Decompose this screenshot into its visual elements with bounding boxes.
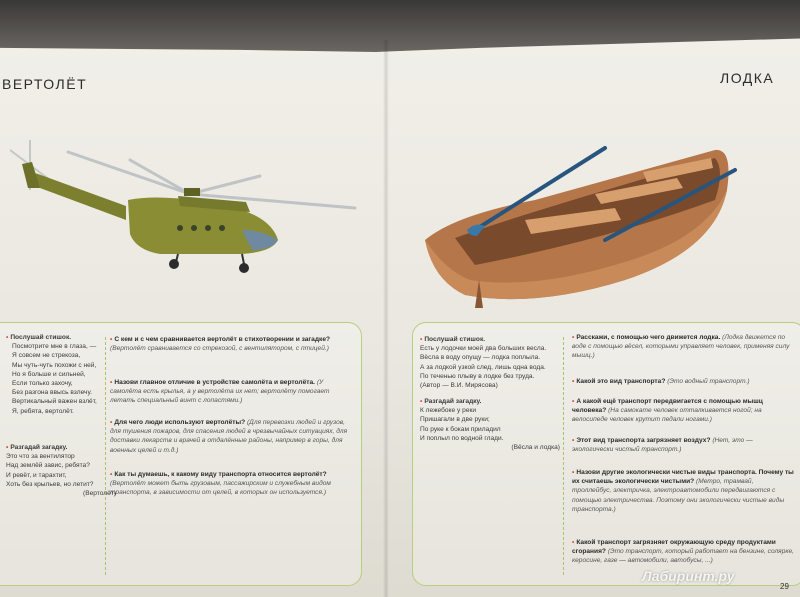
bullet-icon: • [420,398,423,405]
right-poem-line: По теченью плыву в лодке без труда. [420,372,535,380]
left-poem-block [6,333,116,416]
helicopter-illustration [10,140,360,280]
left-poem-line: Мы чуть-чуть похожи с ней, [12,361,97,369]
page-title-helicopter: ВЕРТОЛЁТ [2,76,88,92]
right-poem-line: Есть у лодочки моей два больших весла. [420,345,547,353]
bullet-icon: • [110,336,113,343]
right-question: • А какой ещё транспорт передвигается с помощью мышц человека? (На самокате человек отталкивается ногой; на велосипеде человек крутит педали ногами.) [572,398,763,424]
right-poem-line: Вёсла в воду опущу — лодка поплыла. [420,354,541,362]
right-question: • Этот вид транспорта загрязняет воздух? (Нет, это — экологически чистый транспорт.) [572,437,753,454]
right-riddle-block [420,397,560,452]
left-riddle-title: Разгадай загадку. [10,444,68,451]
left-poem-title: Послушай стишок. [10,334,72,341]
bullet-icon: • [110,379,113,386]
left-poem-line: Без разгона ввысь взлечу. [12,389,92,397]
page-title-boat: ЛОДКА [720,70,775,86]
left-question: • Назови главное отличие в устройстве самолёта и вертолёта. (У самолёта есть крылья, а у вертолёта их нет; вертолёту помогает летать специальный винт с лопастями.) [110,379,330,405]
background-surface [0,0,800,52]
left-riddle-line: Это что за вентилятор [6,453,75,461]
right-riddle-line: Пришагали в две руки; [420,416,490,424]
right-riddle-line: По руке к бокам приладил [420,425,501,433]
right-riddle-line: И поплыл по водной глади. [420,434,504,442]
left-riddle-answer: (Вертолёт) [83,490,116,498]
right-riddle-answer: (Вёсла и лодка) [511,444,560,452]
bullet-icon: • [572,539,575,546]
bullet-icon: • [572,469,575,476]
right-poem-author: (Автор — В.И. Мирясова) [420,382,498,390]
rowboat-illustration [415,130,775,310]
left-riddle-block [6,443,116,498]
right-poem-line: А за лодкой узкой след, лишь одна вода. [420,363,546,371]
right-question: • Назови другие экологически чистые виды транспорта. Почему ты их считаешь экологически чистыми? (Метро, трамвай, троллейбус, электричка, электроавтомобили передвигаются с помощью электричества. Поэтому они экологически чистые виды транспорта.) [572,469,794,513]
left-poem-line: Я, ребята, вертолёт. [12,407,74,415]
left-poem-line: Но я больше и сильней, [12,370,86,378]
left-question: • С кем и с чем сравнивается вертолёт в стихотворении и загадке? (Вертолёт сравнивается со стрекозой, с вентилятором, с птицей.) [110,336,331,353]
left-question: • Для чего люди используют вертолёты? (Для перевозки людей и грузов, для тушения пожаров, для спасения людей в чрезвычайных ситуациях, для доставки лекарств и врачей в отдалённые районы, например в горы, для военных целей и т.д.) [110,419,348,454]
right-poem-title: Послушай стишок. [424,336,486,343]
right-question: • Какой транспорт загрязняет окружающую среду продуктами сгорания? (Это транспорт, который работает на бензине, солярке, керосине, газе — автомобили, автобусы, ...) [572,539,794,565]
book-fold [383,40,389,597]
bullet-icon: • [572,378,575,385]
left-poem-line: Посмотрите мне в глаза, — [12,343,97,351]
watermark-text: Лабиринт.ру [642,568,735,584]
page-number: 29 [780,582,789,591]
left-riddle-line: Хоть без крыльев, но летит? [6,480,94,488]
right-question: • Какой это вид транспорта? (Это водный транспорт.) [572,378,750,385]
right-riddle-title: Разгадай загадку. [424,398,482,405]
left-poem-line: Если только захочу, [12,380,73,388]
left-riddle-line: И ревёт, и тарахтит, [6,471,67,479]
left-riddle-line: Над землёй завис, ребята? [6,462,90,470]
bullet-icon: • [6,444,9,451]
right-riddle-line: К лежебоке у реки [420,407,477,415]
bullet-icon: • [110,419,113,426]
bullet-icon: • [572,334,575,341]
bullet-icon: • [420,336,423,343]
left-poem-line: Вертикальный важен взлёт, [12,398,97,406]
left-question: • Как ты думаешь, к какому виду транспорта относится вертолёт? (Вертолёт может быть грузовым, пассажирским и служебным видом транспорта, в зависимости от целей, в которых он используется.) [110,471,331,497]
bullet-icon: • [572,398,575,405]
bullet-icon: • [572,437,575,444]
bullet-icon: • [110,471,113,478]
right-poem-block [420,335,568,390]
left-poem-line: Я совсем не стрекоза, [12,352,81,360]
right-question: • Расскажи, с помощью чего движется лодка. (Лодка движется по воде с помощью вёсел, которыми управляет человек, применяя силу мышц.) [572,334,790,360]
bullet-icon: • [6,334,9,341]
